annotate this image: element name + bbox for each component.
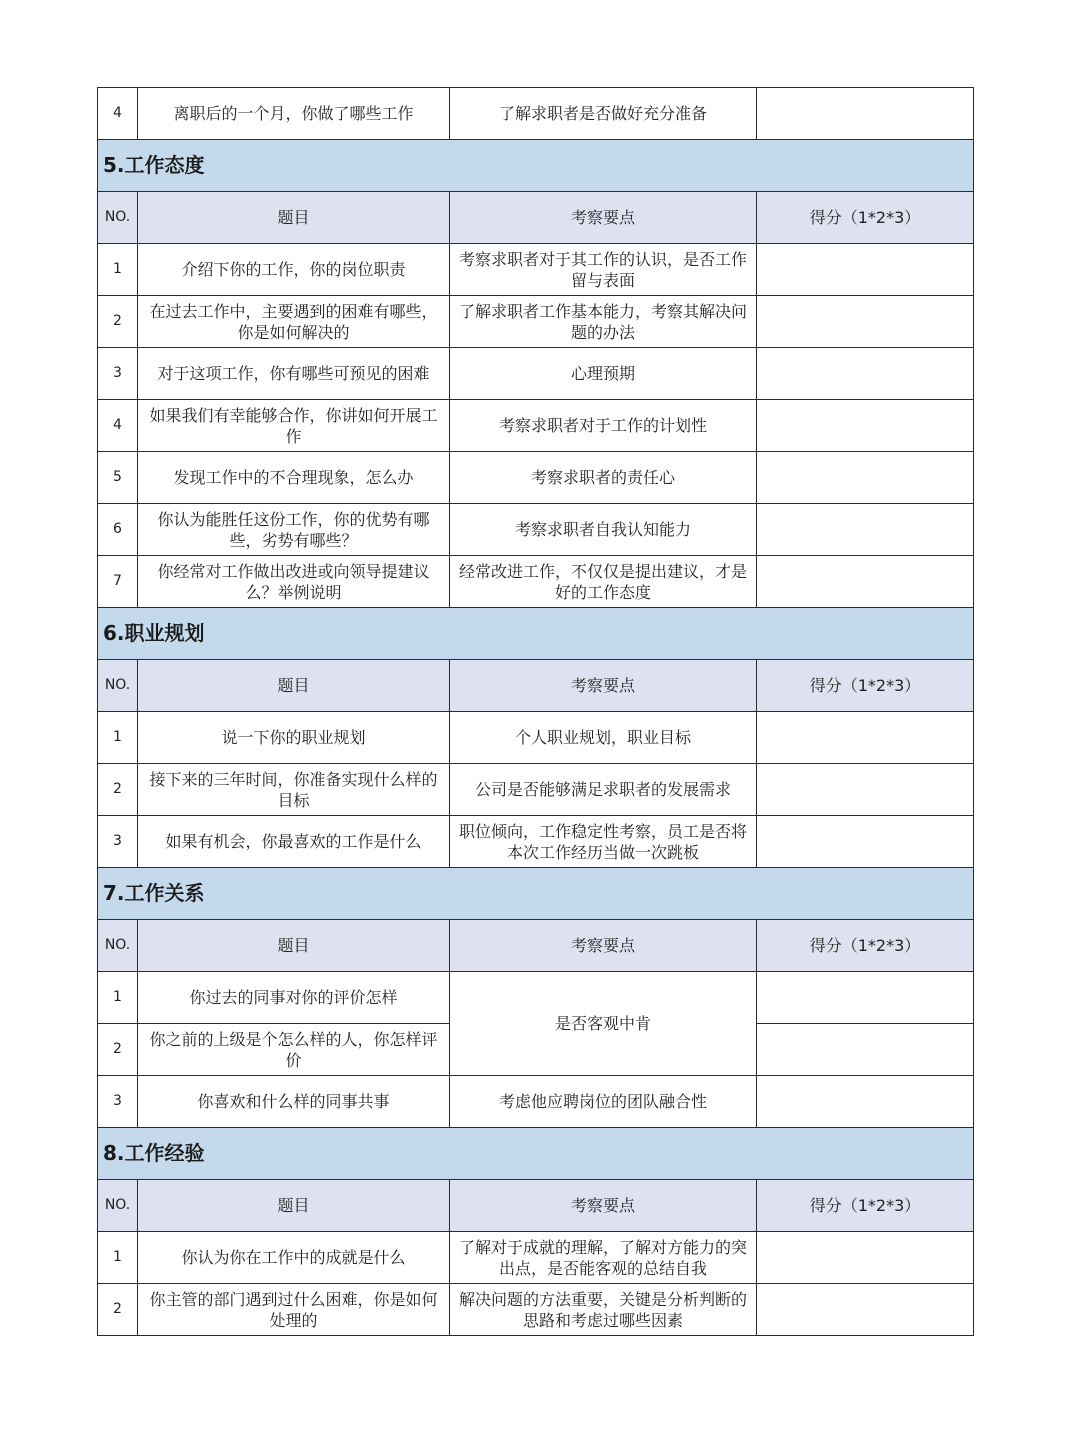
column-header-no: NO. xyxy=(98,192,138,244)
row-number: 7 xyxy=(98,556,138,608)
section-header-work-attitude xyxy=(98,140,974,192)
column-header-question: 题目 xyxy=(138,192,450,244)
score-cell[interactable] xyxy=(757,504,974,556)
column-header-question: 题目 xyxy=(138,1180,450,1232)
table-row xyxy=(98,348,974,400)
section-header-work-experience xyxy=(98,1128,974,1180)
row-number: 1 xyxy=(98,972,138,1024)
row-number: 4 xyxy=(98,88,138,140)
column-header-row xyxy=(98,920,974,972)
column-header-no: NO. xyxy=(98,1180,138,1232)
point-cell: 职位倾向，工作稳定性考察，员工是否将本次工作经历当做一次跳板 xyxy=(450,816,757,868)
score-cell[interactable] xyxy=(757,296,974,348)
column-header-point: 考察要点 xyxy=(450,1180,757,1232)
row-number: 2 xyxy=(98,764,138,816)
point-cell: 考察求职者的责任心 xyxy=(450,452,757,504)
table-row xyxy=(98,712,974,764)
column-header-no: NO. xyxy=(98,920,138,972)
merged-point-cell: 是否客观中肯 xyxy=(450,972,757,1076)
section-title: 6.职业规划 xyxy=(98,608,974,660)
section-title: 8.工作经验 xyxy=(98,1128,974,1180)
table-row xyxy=(98,764,974,816)
point-cell: 心理预期 xyxy=(450,348,757,400)
table-row xyxy=(98,1232,974,1284)
table-row xyxy=(98,400,974,452)
question-cell: 接下来的三年时间，你准备实现什么样的目标 xyxy=(138,764,450,816)
row-number: 1 xyxy=(98,1232,138,1284)
column-header-score: 得分（1*2*3） xyxy=(757,660,974,712)
row-number: 6 xyxy=(98,504,138,556)
column-header-row xyxy=(98,660,974,712)
point-cell: 考察求职者对于其工作的认识，是否工作留与表面 xyxy=(450,244,757,296)
row-number: 2 xyxy=(98,1284,138,1336)
column-header-question: 题目 xyxy=(138,920,450,972)
table-row xyxy=(98,972,974,1024)
table-row xyxy=(98,244,974,296)
point-cell: 公司是否能够满足求职者的发展需求 xyxy=(450,764,757,816)
column-header-score: 得分（1*2*3） xyxy=(757,192,974,244)
point-cell: 个人职业规划，职业目标 xyxy=(450,712,757,764)
score-cell[interactable] xyxy=(757,972,974,1024)
table-row xyxy=(98,296,974,348)
row-number: 1 xyxy=(98,712,138,764)
column-header-point: 考察要点 xyxy=(450,660,757,712)
score-cell[interactable] xyxy=(757,452,974,504)
section-header-career-plan xyxy=(98,608,974,660)
column-header-point: 考察要点 xyxy=(450,920,757,972)
table-row xyxy=(98,88,974,140)
question-cell: 你喜欢和什么样的同事共事 xyxy=(138,1076,450,1128)
row-number: 2 xyxy=(98,1024,138,1076)
question-cell: 如果我们有幸能够合作，你讲如何开展工作 xyxy=(138,400,450,452)
point-cell: 了解求职者是否做好充分准备 xyxy=(450,88,757,140)
interview-table xyxy=(97,87,974,1336)
score-cell[interactable] xyxy=(757,244,974,296)
column-header-row xyxy=(98,1180,974,1232)
column-header-no: NO. xyxy=(98,660,138,712)
section-title: 5.工作态度 xyxy=(98,140,974,192)
score-cell[interactable] xyxy=(757,1232,974,1284)
row-number: 4 xyxy=(98,400,138,452)
point-cell: 考察求职者对于工作的计划性 xyxy=(450,400,757,452)
table-row xyxy=(98,1076,974,1128)
row-number: 3 xyxy=(98,816,138,868)
table-row xyxy=(98,1284,974,1336)
table-row xyxy=(98,556,974,608)
point-cell: 解决问题的方法重要，关键是分析判断的思路和考虑过哪些因素 xyxy=(450,1284,757,1336)
point-cell: 了解求职者工作基本能力，考察其解决问题的办法 xyxy=(450,296,757,348)
interview-sheet xyxy=(97,87,973,1336)
score-cell[interactable] xyxy=(757,88,974,140)
score-cell[interactable] xyxy=(757,1284,974,1336)
question-cell: 如果有机会，你最喜欢的工作是什么 xyxy=(138,816,450,868)
question-cell: 发现工作中的不合理现象，怎么办 xyxy=(138,452,450,504)
point-cell: 考察求职者自我认知能力 xyxy=(450,504,757,556)
question-cell: 你经常对工作做出改进或向领导提建议么？举例说明 xyxy=(138,556,450,608)
score-cell[interactable] xyxy=(757,764,974,816)
table-row xyxy=(98,816,974,868)
column-header-row xyxy=(98,192,974,244)
score-cell[interactable] xyxy=(757,1024,974,1076)
row-number: 2 xyxy=(98,296,138,348)
score-cell[interactable] xyxy=(757,400,974,452)
question-cell: 你之前的上级是个怎么样的人，你怎样评价 xyxy=(138,1024,450,1076)
table-row xyxy=(98,452,974,504)
point-cell: 考虑他应聘岗位的团队融合性 xyxy=(450,1076,757,1128)
question-cell: 你认为能胜任这份工作，你的优势有哪些，劣势有哪些？ xyxy=(138,504,450,556)
row-number: 1 xyxy=(98,244,138,296)
column-header-point: 考察要点 xyxy=(450,192,757,244)
score-cell[interactable] xyxy=(757,712,974,764)
section-title: 7.工作关系 xyxy=(98,868,974,920)
section-header-work-relations xyxy=(98,868,974,920)
table-row xyxy=(98,504,974,556)
question-cell: 你主管的部门遇到过什么困难，你是如何处理的 xyxy=(138,1284,450,1336)
score-cell[interactable] xyxy=(757,556,974,608)
column-header-question: 题目 xyxy=(138,660,450,712)
question-cell: 在过去工作中，主要遇到的困难有哪些，你是如何解决的 xyxy=(138,296,450,348)
question-cell: 你过去的同事对你的评价怎样 xyxy=(138,972,450,1024)
column-header-score: 得分（1*2*3） xyxy=(757,920,974,972)
question-cell: 对于这项工作，你有哪些可预见的困难 xyxy=(138,348,450,400)
score-cell[interactable] xyxy=(757,348,974,400)
column-header-score: 得分（1*2*3） xyxy=(757,1180,974,1232)
question-cell: 你认为你在工作中的成就是什么 xyxy=(138,1232,450,1284)
point-cell: 经常改进工作，不仅仅是提出建议，才是好的工作态度 xyxy=(450,556,757,608)
question-cell: 离职后的一个月，你做了哪些工作 xyxy=(138,88,450,140)
question-cell: 介绍下你的工作，你的岗位职责 xyxy=(138,244,450,296)
score-cell[interactable] xyxy=(757,1076,974,1128)
point-cell: 了解对于成就的理解，了解对方能力的突出点，是否能客观的总结自我 xyxy=(450,1232,757,1284)
score-cell[interactable] xyxy=(757,816,974,868)
question-cell: 说一下你的职业规划 xyxy=(138,712,450,764)
row-number: 3 xyxy=(98,348,138,400)
row-number: 3 xyxy=(98,1076,138,1128)
row-number: 5 xyxy=(98,452,138,504)
